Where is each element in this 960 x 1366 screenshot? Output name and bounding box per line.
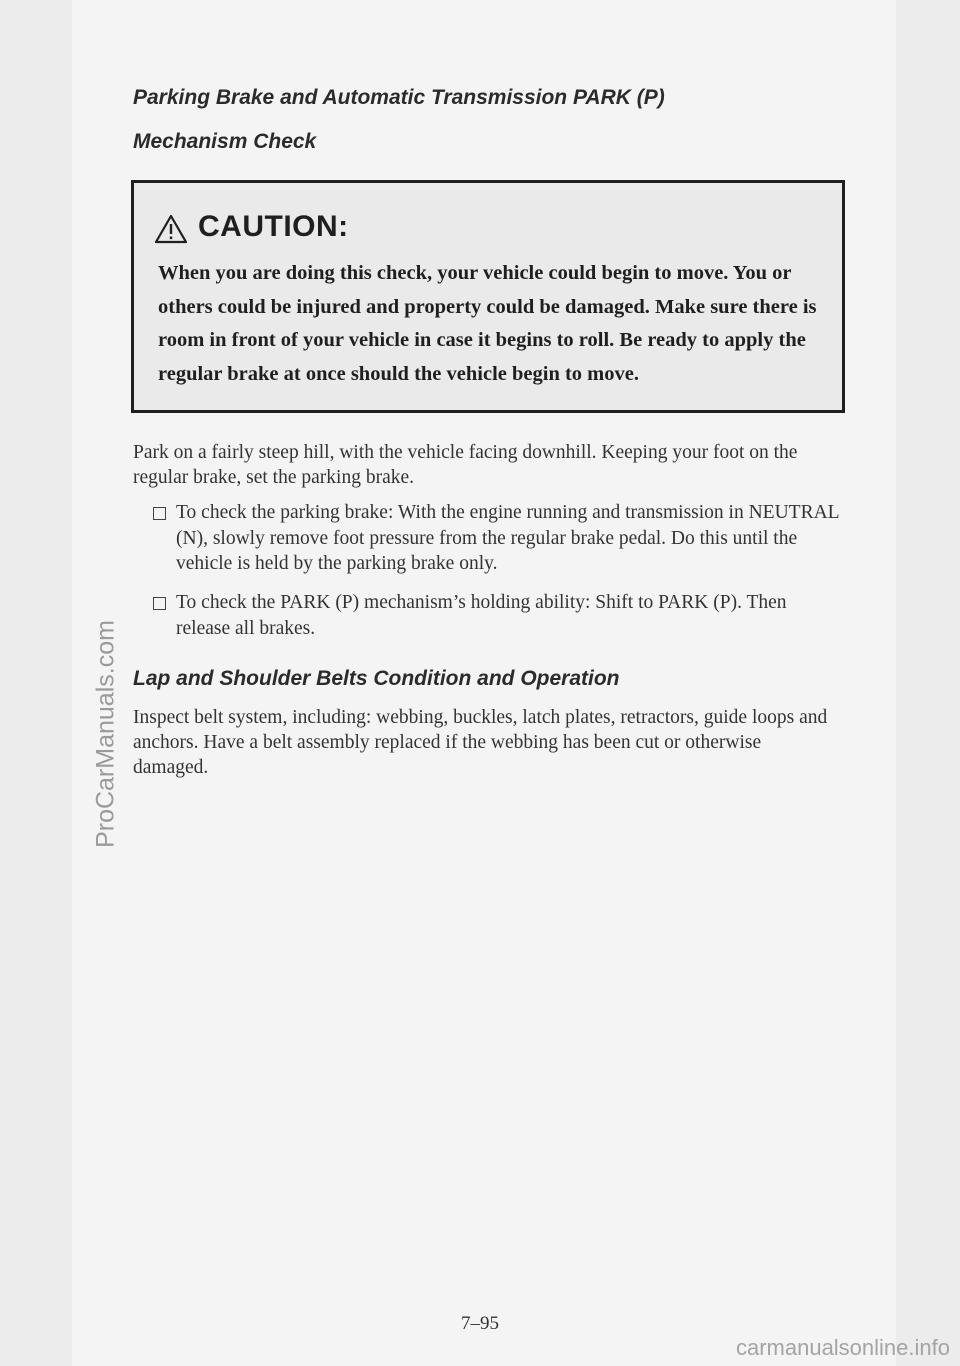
- section-subtitle: Mechanism Check: [133, 130, 317, 153]
- caution-title: CAUTION:: [198, 210, 349, 243]
- bottom-watermark: carmanualsonline.info: [735, 1335, 950, 1360]
- list-item-text: To check the parking brake: With the engine running and transmission in NEUTRAL (N), slowly remove foot pressure from the regular brake pedal. Do this until the vehicle is held by the parking brake only.: [176, 502, 839, 574]
- checkbox-bullet-icon: [153, 507, 166, 520]
- belts-paragraph: Inspect belt system, including: webbing, buckles, latch plates, retractors, guide loops and anchors. Have a belt assembly replaced if the webbing has been cut or otherwise damaged.: [133, 707, 828, 778]
- checkbox-bullet-icon: [153, 597, 166, 610]
- list-item-text: To check the PARK (P) mechanism’s holding ability: Shift to PARK (P). Then release all brakes.: [176, 592, 787, 639]
- intro-paragraph: Park on a fairly steep hill, with the vehicle facing downhill. Keeping your foot on the regular brake, set the parking brake.: [133, 442, 798, 488]
- caution-box: [131, 180, 845, 413]
- section-title: Parking Brake and Automatic Transmission PARK (P): [133, 86, 665, 109]
- caution-text: When you are doing this check, your vehicle could begin to move. You or others could be injured and property could be damaged. Make sure there is room in front of your vehicle in case it begins to roll. Be ready to apply the regular brake at once should the vehicle begin to move.: [158, 262, 817, 385]
- page-number: 7–95: [461, 1313, 499, 1334]
- warning-triangle-icon: [154, 214, 188, 244]
- side-watermark: ProCarManuals.com: [91, 620, 120, 848]
- belts-section-title: Lap and Shoulder Belts Condition and Operation: [133, 667, 620, 690]
